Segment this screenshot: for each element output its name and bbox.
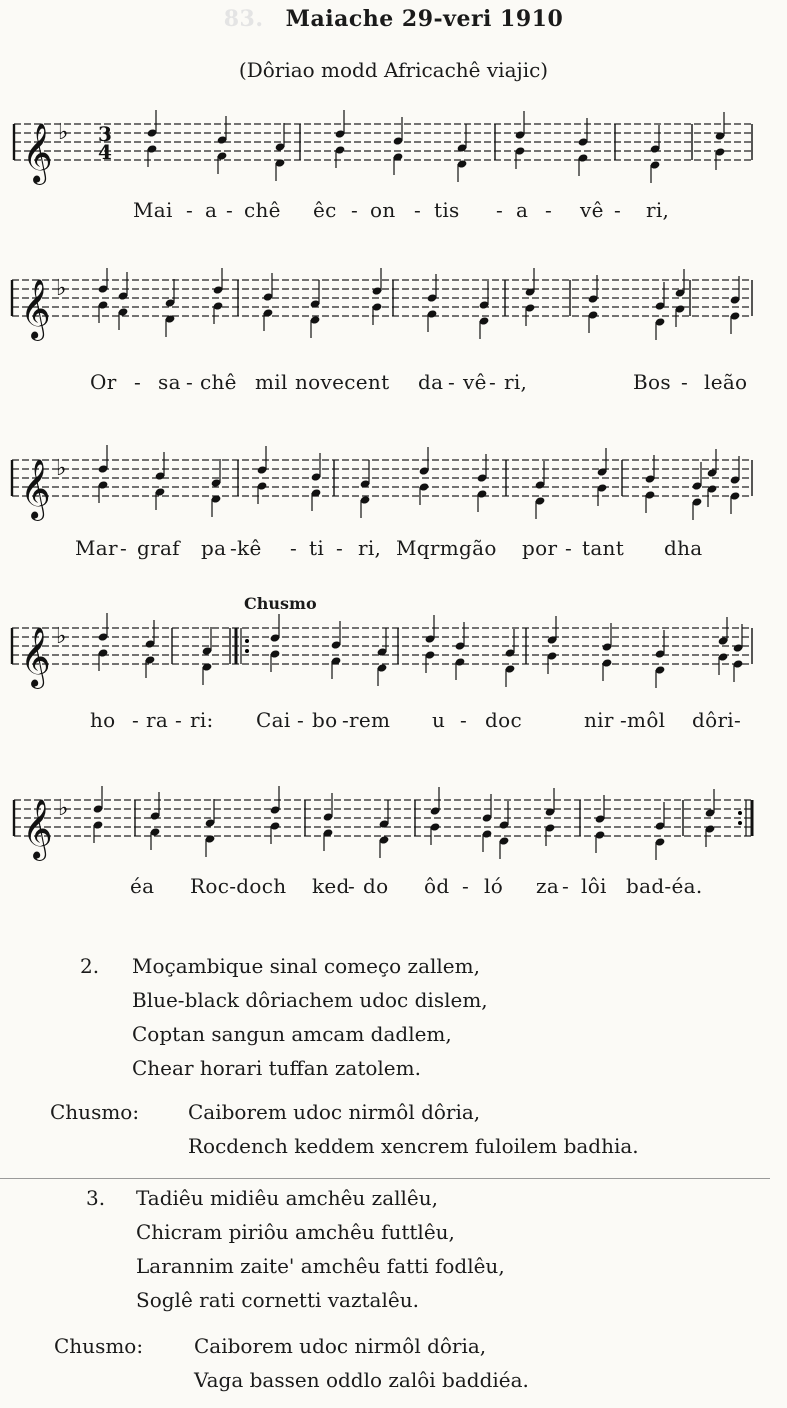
- verse-2: [0, 954, 787, 1174]
- lyric: Bos: [633, 370, 671, 394]
- lyric: -: [462, 874, 470, 898]
- lyric: Mqrmgão: [396, 536, 497, 560]
- lyric: -: [175, 708, 183, 732]
- lyric: -: [297, 708, 305, 732]
- lyric: ri,: [504, 370, 528, 394]
- verse-line: Chicram piriôu amchêu futtlêu,: [136, 1220, 455, 1244]
- lyric: ri:: [190, 708, 214, 732]
- time-signature-top: 3: [98, 122, 112, 146]
- lyrics-line: [0, 536, 787, 566]
- lyric: novecent: [295, 370, 390, 394]
- lyric: tis: [434, 198, 460, 222]
- section-divider: [0, 1178, 770, 1179]
- lyric: -: [565, 536, 573, 560]
- title-text: Maiache 29-veri 1910: [285, 6, 564, 32]
- lyric: -: [460, 708, 468, 732]
- faded-page-number: 83.: [223, 6, 264, 32]
- verse-line: Blue-black dôriachem udoc dislem,: [132, 988, 488, 1012]
- music-system-5: [0, 786, 787, 916]
- lyric: chê: [244, 198, 281, 222]
- verse-3: [0, 1186, 787, 1406]
- lyric: pa: [201, 536, 227, 560]
- lyric: ked: [312, 874, 350, 898]
- verse-number: 3.: [86, 1186, 106, 1210]
- lyric: Mar: [75, 536, 118, 560]
- lyrics-line: [0, 708, 787, 738]
- lyric: -: [496, 198, 504, 222]
- lyric: mil: [255, 370, 288, 394]
- lyric: ra: [146, 708, 169, 732]
- verse-line: Soglê rati cornetti vaztalêu.: [136, 1288, 419, 1312]
- flat-icon: ♭: [56, 456, 67, 481]
- music-system-2: [0, 268, 787, 398]
- lyric: ti: [309, 536, 325, 560]
- lyric: -: [614, 198, 622, 222]
- lyric: Or: [90, 370, 117, 394]
- lyric: -môl: [620, 708, 666, 732]
- music-staff: [0, 786, 787, 876]
- lyric: por: [522, 536, 558, 560]
- lyric: ri,: [358, 536, 382, 560]
- flat-icon: ♭: [58, 120, 69, 145]
- page-subtitle: (Dôriao modd Africachê viajic): [238, 58, 549, 82]
- music-system-3: [0, 440, 787, 570]
- lyric: -: [134, 370, 142, 394]
- lyric: -: [681, 370, 689, 394]
- lyric: ri,: [646, 198, 670, 222]
- lyric: -: [186, 370, 194, 394]
- lyric: -: [562, 874, 570, 898]
- lyric: vê: [463, 370, 487, 394]
- chorus-label: Chusmo:: [50, 1100, 140, 1124]
- chorus-line: Rocdench keddem xencrem fuloilem badhia.: [188, 1134, 639, 1158]
- lyric: -: [226, 198, 234, 222]
- lyric: -: [351, 198, 359, 222]
- lyric: -: [120, 536, 128, 560]
- lyric: Cai: [256, 708, 291, 732]
- lyric: -: [448, 370, 456, 394]
- lyrics-line: [0, 370, 787, 400]
- verse-line: Moçambique sinal começo zallem,: [132, 954, 480, 978]
- lyric: -: [489, 370, 497, 394]
- lyric: lôi: [581, 874, 607, 898]
- verse-line: Tadiêu midiêu amchêu zallêu,: [136, 1186, 438, 1210]
- lyric: sa: [158, 370, 181, 394]
- page-title: [0, 6, 787, 32]
- lyric: dha: [664, 536, 703, 560]
- lyric: bad-éa.: [626, 874, 703, 898]
- lyric: -: [336, 536, 344, 560]
- lyric: dôri-: [692, 708, 742, 732]
- lyric: graf: [137, 536, 180, 560]
- music-staff: [0, 110, 787, 200]
- lyric: ho: [90, 708, 116, 732]
- treble-clef-icon: 𝄞: [22, 799, 53, 859]
- treble-clef-icon: 𝄞: [20, 279, 51, 339]
- music-staff: [0, 612, 787, 722]
- lyric: a: [516, 198, 529, 222]
- chorus-line: Caiborem udoc nirmôl dôria,: [188, 1100, 481, 1124]
- lyric: Roc-doch: [190, 874, 287, 898]
- repeat-dot: [245, 649, 249, 653]
- lyric: ló: [484, 874, 504, 898]
- lyric: -: [348, 874, 356, 898]
- lyrics-line: [0, 198, 787, 228]
- lyric: doc: [485, 708, 522, 732]
- lyric: bo: [312, 708, 338, 732]
- lyric: -: [132, 708, 140, 732]
- treble-clef-icon: 𝄞: [20, 459, 51, 519]
- verse-number: 2.: [80, 954, 100, 978]
- verse-line: Chear horari tuffan zatolem.: [132, 1056, 421, 1080]
- lyric: leão: [704, 370, 748, 394]
- repeat-dot: [738, 811, 742, 815]
- chorus-marker: Chusmo: [244, 594, 317, 613]
- treble-clef-icon: 𝄞: [22, 123, 53, 183]
- flat-icon: ♭: [56, 276, 67, 301]
- chorus-line: Vaga bassen oddlo zalôi baddiéa.: [194, 1368, 529, 1392]
- lyric: a: [205, 198, 218, 222]
- lyric: on: [370, 198, 396, 222]
- lyric: -rem: [342, 708, 391, 732]
- lyric: u: [432, 708, 446, 732]
- lyric: -: [290, 536, 298, 560]
- lyric: -kê: [230, 536, 262, 560]
- lyric: Mai: [133, 198, 173, 222]
- chorus-line: Caiborem udoc nirmôl dôria,: [194, 1334, 487, 1358]
- lyric: éa: [130, 874, 155, 898]
- lyric: do: [363, 874, 389, 898]
- music-system-4: [0, 594, 787, 744]
- lyric: -: [186, 198, 194, 222]
- lyric: nir: [584, 708, 614, 732]
- music-staff: [0, 440, 787, 530]
- lyric: ôd: [424, 874, 450, 898]
- lyric: vê: [580, 198, 604, 222]
- lyric: chê: [200, 370, 237, 394]
- repeat-dot: [738, 821, 742, 825]
- verse-line: Coptan sangun amcam dadlem,: [132, 1022, 452, 1046]
- lyric: tant: [582, 536, 625, 560]
- lyric: -: [545, 198, 553, 222]
- lyric: da: [418, 370, 444, 394]
- flat-icon: ♭: [58, 796, 69, 821]
- time-signature-bottom: 4: [98, 140, 112, 164]
- lyric: -: [414, 198, 422, 222]
- music-staff: [0, 268, 787, 358]
- lyrics-line: [0, 874, 787, 904]
- repeat-dot: [245, 639, 249, 643]
- music-system-1: [0, 110, 787, 240]
- chorus-label: Chusmo:: [54, 1334, 144, 1358]
- verse-line: Larannim zaite' amchêu fatti fodlêu,: [136, 1254, 505, 1278]
- lyric: za: [536, 874, 560, 898]
- flat-icon: ♭: [56, 624, 67, 649]
- lyric: êc: [313, 198, 337, 222]
- treble-clef-icon: 𝄞: [20, 627, 51, 687]
